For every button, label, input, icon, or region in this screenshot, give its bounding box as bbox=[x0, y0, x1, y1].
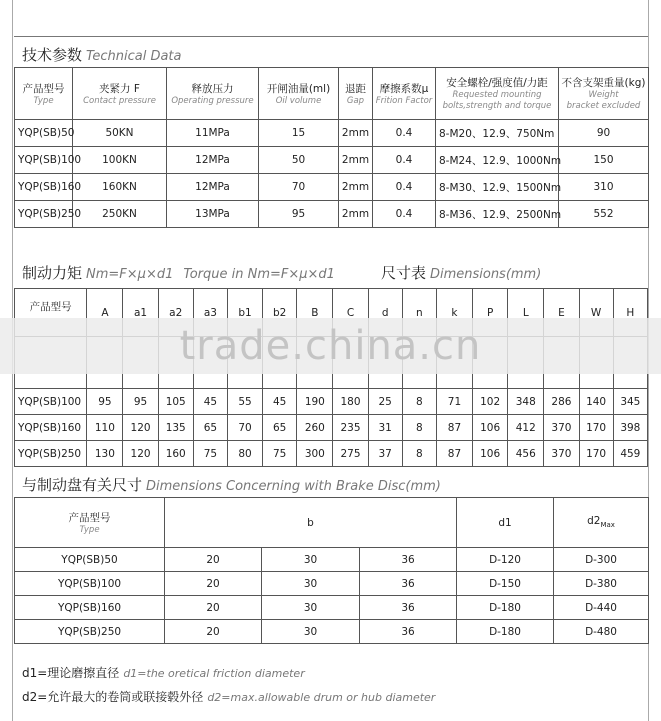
watermark-banner: trade.china.cn bbox=[0, 318, 661, 374]
header-B: B bbox=[297, 289, 333, 337]
table-row: YQP(SB)160 110 120 135 65 70 65 260 235 31 8 87 106 412 370 170 398 bbox=[15, 415, 648, 441]
table-row: YQP(SB)250 130 120 160 75 80 75 300 275 37 8 87 106 456 370 170 459 bbox=[15, 441, 648, 467]
technical-data-title: 技术参数 Technical Data bbox=[22, 46, 182, 64]
table-row: YQP(SB)50 20 30 36 D-120 D-300 bbox=[15, 548, 649, 572]
header-n: n bbox=[402, 289, 436, 337]
table-row: YQP(SB)100 95 95 105 45 55 45 190 180 25 8 71 102 348 286 140 345 bbox=[15, 389, 648, 415]
technical-data-table bbox=[14, 67, 649, 228]
disc-header-row bbox=[15, 498, 649, 548]
header-b: b bbox=[165, 498, 457, 548]
header-A: A bbox=[87, 289, 123, 337]
torque-title: 制动力矩 Nm=F×μ×d1 Torque in Nm=F×μ×d1 尺寸表 Dimensions(mm) bbox=[22, 264, 542, 282]
header-d2: $d2_{Max}$ bbox=[554, 498, 649, 548]
header-d1: d1 bbox=[457, 498, 554, 548]
header-type: 产品型号 bbox=[15, 289, 87, 337]
header-L: L bbox=[508, 289, 544, 337]
table-row: YQP(SB)160 160KN 12MPa 70 2mm 0.4 8-M30、12.9、1500Nm 310 bbox=[15, 174, 649, 201]
header-k: k bbox=[436, 289, 472, 337]
header-b1: b1 bbox=[227, 289, 262, 337]
header-a1: a1 bbox=[123, 289, 158, 337]
header-oil-volume: 开闸油量(ml) Oil volume bbox=[259, 68, 339, 120]
header-H: H bbox=[613, 289, 647, 337]
header-operating-pressure: 释放压力 Operating pressure bbox=[167, 68, 259, 120]
header-P: P bbox=[473, 289, 508, 337]
disc-dimensions-title: 与制动盘有关尺寸 Dimensions Concerning with Brake Disc(mm) bbox=[22, 476, 441, 494]
header-type: 产品型号 Type bbox=[15, 498, 165, 548]
header-C: C bbox=[333, 289, 368, 337]
table-row: YQP(SB)250 20 30 36 D-180 D-480 bbox=[15, 620, 649, 644]
header-a3: a3 bbox=[193, 289, 227, 337]
table-row: YQP(SB)160 20 30 36 D-180 D-440 bbox=[15, 596, 649, 620]
table-row: YQP(SB)50 50KN 11MPa 15 2mm 0.4 8-M20、12.9、750Nm 90 bbox=[15, 120, 649, 147]
header-bolts: 安全螺栓/强度值/力距 Requested mounting bolts,strength and torque bbox=[436, 68, 559, 120]
disc-dimensions-table bbox=[14, 497, 649, 644]
header-friction-factor: 摩擦系数μ Frition Factor bbox=[373, 68, 436, 120]
dimensions-table bbox=[14, 288, 648, 467]
header-weight: 不含支架重量(kg) Weight bracket excluded bbox=[559, 68, 649, 120]
top-rule bbox=[14, 36, 648, 37]
header-contact-pressure: 夹紧力 F Contact pressure bbox=[73, 68, 167, 120]
technical-header-row bbox=[15, 68, 649, 120]
header-gap: 退距 Gap bbox=[339, 68, 373, 120]
table-row: YQP(SB)250 250KN 13MPa 95 2mm 0.4 8-M36、12.9、2500Nm 552 bbox=[15, 201, 649, 228]
header-type: 产品型号 Type bbox=[15, 68, 73, 120]
header-b2: b2 bbox=[263, 289, 297, 337]
table-row: YQP(SB)100 20 30 36 D-150 D-380 bbox=[15, 572, 649, 596]
header-a2: a2 bbox=[158, 289, 193, 337]
note-d1: d1=理论磨擦直径 d1=the oretical friction diameter bbox=[22, 666, 305, 680]
table-row: YQP(SB)100 100KN 12MPa 50 2mm 0.4 8-M24、12.9、1000Nm 150 bbox=[15, 147, 649, 174]
header-d: d bbox=[368, 289, 402, 337]
header-W: W bbox=[579, 289, 613, 337]
note-d2: d2=允许最大的卷筒或联接毂外径 d2=max.allowable drum or hub diameter bbox=[22, 690, 436, 704]
header-E: E bbox=[544, 289, 579, 337]
